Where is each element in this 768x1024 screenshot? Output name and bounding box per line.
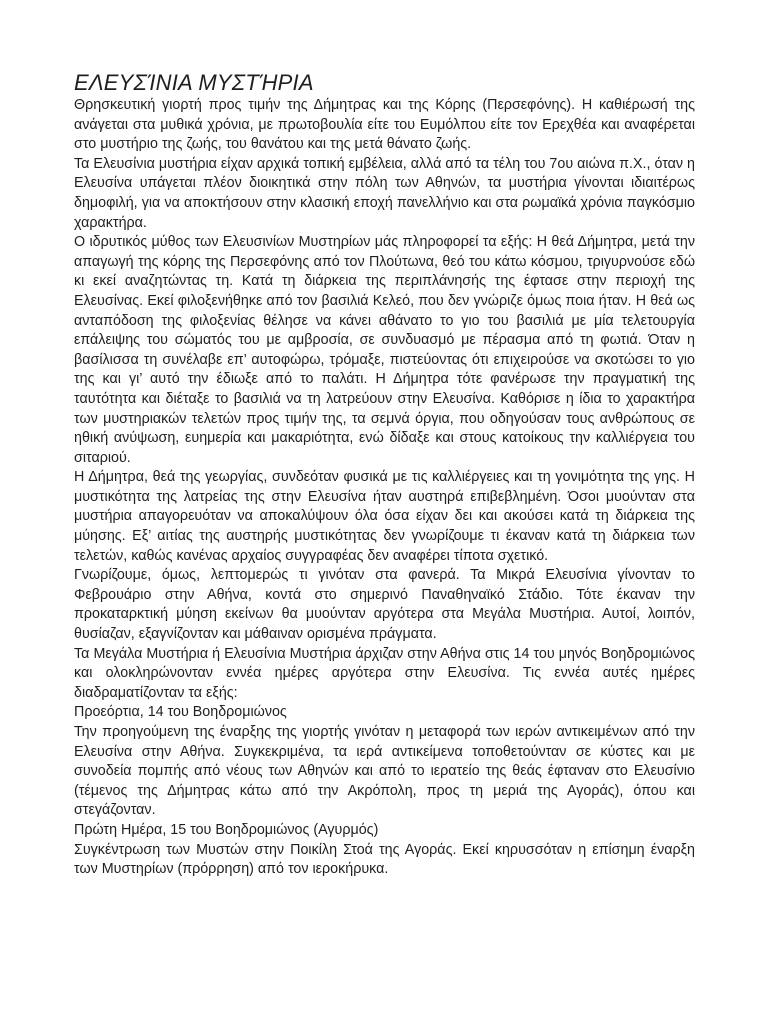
document-title: ΕΛΕΥΣΊΝΙΑ ΜΥΣΤΉΡΙΑ xyxy=(74,70,314,95)
paragraph-history: Τα Ελευσίνια μυστήρια είχαν αρχικά τοπική εμβέλεια, αλλά από τα τέλη του 7ου αιώνα π.Χ., όταν η Ελευσίνα υπάγεται πλέον διοικητικά στην πόλη των Αθηνών, τα μυστήρια γίνονται ιδιαιτέρως δημοφιλή, για να αποκτήσουν στην κλασική εποχή πανελλήνιο και στα ρωμαϊκά χρόνια παγκόσμιο χαρακτήρα. xyxy=(74,155,695,231)
section-text-first-day: Συγκέντρωση των Μυστών στην Ποικίλη Στοά της Αγοράς. Εκεί κηρυσσόταν η επίσημη έναρξη των Μυστηρίων (πρόρρηση) από τον ιεροκήρυκα. xyxy=(74,841,695,878)
paragraph-founding-myth: Ο ιδρυτικός μύθος των Ελευσινίων Μυστηρίων μάς πληροφορεί τα εξής: Η θεά Δήμητρα, μετά την απαγωγή της κόρης της Περσεφόνης από τον Πλούτωνα, θεό του κάτω κόσμου, τριγυρνούσε εδώ κι εκεί αναζητώντας τη. Κατά τη διάρκεια της περιπλάνησής της έφτασε στην περιοχή της Ελευσίνας. Εκεί φιλοξενήθηκε από τον βασιλιά Κελεό, που δεν γνώριζε όμως ποια ήταν. Η θεά ως ανταπόδοση της φιλοξενίας θέλησε να κάνει αθάνατο το γιο του βασιλιά με μία τελετουργία επάλειψης του σώματός του με αμβροσία, σε συνδυασμό με πέρασμα από τη φωτιά. Όταν η βασίλισσα τη συνέλαβε επ’ αυτοφώρω, τρόμαξε, πιστεύοντας ότι επιχειρούσε να σκοτώσει το γιο της και γι’ αυτό την έδιωξε από το παλάτι. Η Δήμητρα τότε φανέρωσε την πραγματική της ταυτότητα και διέταξε το βασιλιά να τη λατρεύουν στην Ελευσίνα. Καθόρισε η ίδια το χαρακτήρα των μυστηριακών τελετών προς τιμήν της, τα σεμνά όργια, που οδηγούσαν τους ανθρώπους σε ηθική ανύψωση, ευημερία και μακαριότητα, ενώ δίδαξε και στους κατοίκους την καλλιέργεια του σιταριού. xyxy=(74,234,695,466)
paragraph-lesser-mysteries: Γνωρίζουμε, όμως, λεπτομερώς τι γινόταν στα φανερά. Τα Μικρά Ελευσίνια γίνονταν το Φεβρουάριο στην Αθήνα, κοντά στο σημερινό Παναθηναϊκό Στάδιο. Τότε έκαναν την προκαταρκτική μύηση εκείνων θα μυούνταν αργότερα στα Μεγάλα Μυστήρια. Αυτοί, λοιπόν, θυσίαζαν, εξαγνίζονταν και μάθαιναν ορισμένα πράγματα. xyxy=(74,567,695,643)
section-text-proeortia: Την προηγούμενη της έναρξης της γιορτής γινόταν η μεταφορά των ιερών αντικειμένων από την Ελευσίνα στην Αθήνα. Συγκεκριμένα, τα ιερά αντικείμενα τοποθετούνταν σε κύστες και με συνοδεία πομπής από νέους των Αθηνών και από το ιερατείο της θεάς έφταναν στο Ελευσίνιο (τέμενος της Δήμητρας κάτω από την Ακρόπολη, προς τη μεριά της Αγοράς), όπου και στεγάζονταν. xyxy=(74,724,695,819)
section-heading-proeortia: Προεόρτια, 14 του Βοηδρομιώνος xyxy=(74,704,287,721)
section-heading-first-day: Πρώτη Ημέρα, 15 του Βοηδρομιώνος (Αγυρμός) xyxy=(74,821,379,838)
document-page xyxy=(74,68,695,880)
paragraph-greater-mysteries: Τα Μεγάλα Μυστήρια ή Ελευσίνια Μυστήρια άρχιζαν στην Αθήνα στις 14 του μηνός Βοηδρομιώνος και ολοκληρώνονταν εννέα ημέρες αργότερα στην Ελευσίνα. Τις εννέα αυτές ημέρες διαδραματίζονταν τα εξής: xyxy=(74,645,695,701)
paragraph-secrecy: Η Δήμητρα, θεά της γεωργίας, συνδεόταν φυσικά με τις καλλιέργειες και τη γονιμότητα της γης. Η μυστικότητα της λατρείας της στην Ελευσίνα ήταν αυστηρά επιβεβλημένη. Όσοι μυούνταν στα μυστήρια απαγορευόταν να αποκαλύψουν όλα όσα είχαν δει και ακούσει κατά τη διάρκεια της μύησης. Εξ’ αιτίας της αυστηρής μυστικότητας δεν γνωρίζουμε τι έκαναν κατά τη διάρκεια των τελετών, καθώς κανένας αρχαίος συγγραφέας δεν αναφέρει τίποτα σχετικό. xyxy=(74,469,695,564)
paragraph-intro: Θρησκευτική γιορτή προς τιμήν της Δήμητρας και της Κόρης (Περσεφόνης). Η καθιέρωσή της ανάγεται στα μυθικά χρόνια, με πρωτοβουλία είτε του Ευμόλπου είτε τον Ερεχθέα και αναφέρεται στο μυστήριο της ζωής, του θανάτου και της μετά θάνατο ζωής. xyxy=(74,97,695,153)
